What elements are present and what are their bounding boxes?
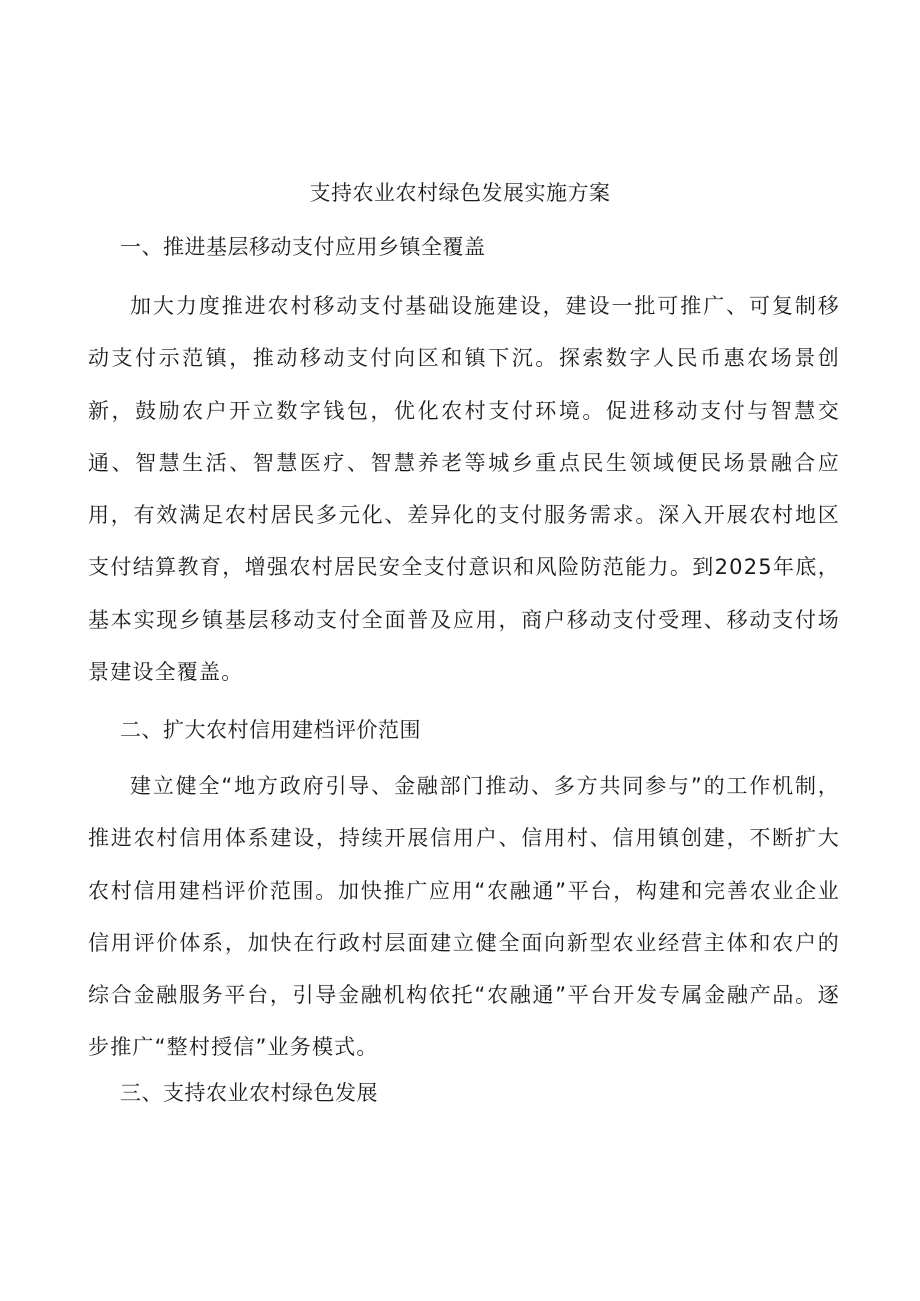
section-heading-3: 三、支持农业农村绿色发展 xyxy=(120,1081,378,1105)
section-body-1: 加大力度推进农村移动支付基础设施建设，建设一批可推广、可复制移动支付示范镇，推动移动支付向区和镇下沉。探索数字人民币惠农场景创新，鼓励农户开立数字钱包，优化农村支付环境。促进移动支付与智慧交通、智慧生活、智慧医疗、智慧养老等城乡重点民生领域便民场景融合应用，有效满足农村居民多元化、差异化的支付服务需求。深入开展农村地区支付结算教育，增强农村居民安全支付意识和风险防范能力。到2025年底，基本实现乡镇基层移动支付全面普及应用，商户移动支付受理、移动支付场景建设全覆盖。 xyxy=(88,294,840,685)
section-body-2: 建立健全“地方政府引导、金融部门推动、多方共同参与”的工作机制，推进农村信用体系建设，持续开展信用户、信用村、信用镇创建，不断扩大农村信用建档评价范围。加快推广应用“农融通”平台，构建和完善农业企业信用评价体系，加快在行政村层面建立健全面向新型农业经营主体和农户的综合金融服务平台，引导金融机构依托“农融通”平台开发专属金融产品。逐步推广“整村授信”业务模式。 xyxy=(88,774,840,1060)
section-heading-2: 二、扩大农村信用建档评价范围 xyxy=(120,718,421,742)
document-title: 支持农业农村绿色发展实施方案 xyxy=(309,181,611,205)
section-heading-1: 一、推进基层移动支付应用乡镇全覆盖 xyxy=(120,235,486,259)
